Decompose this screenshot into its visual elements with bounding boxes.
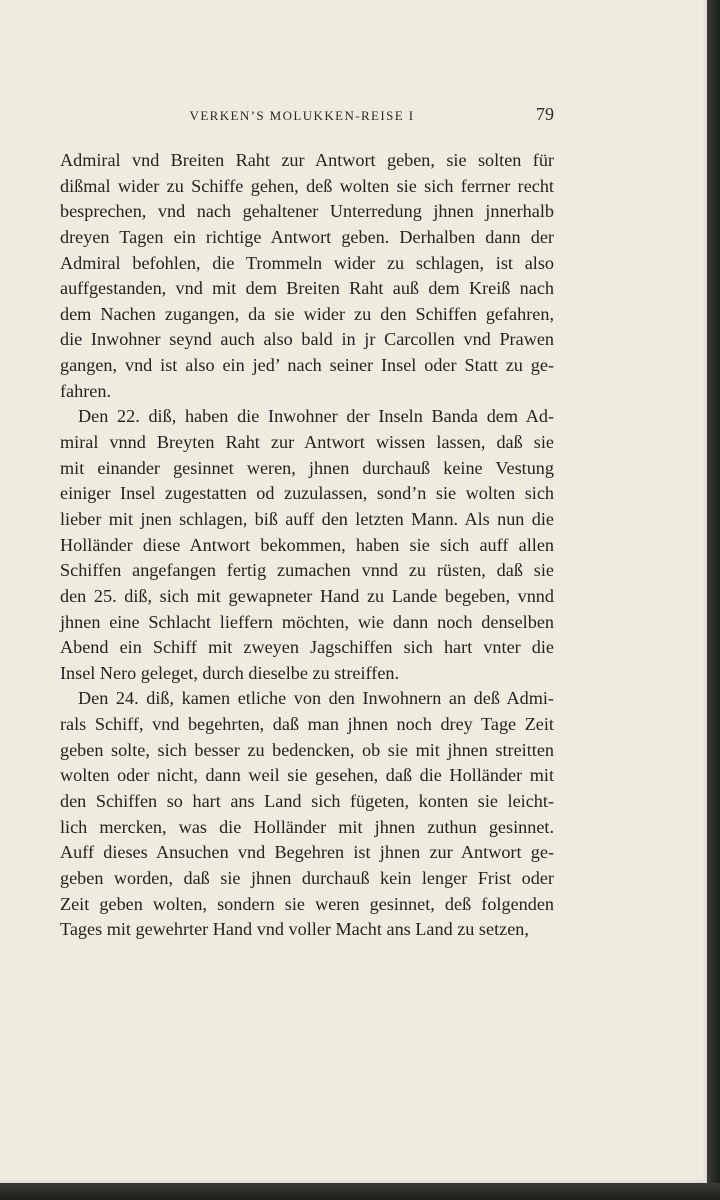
paragraph: [60, 148, 554, 404]
text-line: Auff dieses Ansuchen vnd Begehren ist jhnen zur Antwort ge-: [60, 842, 554, 863]
text-line: Admiral befohlen, die Trommeln wider zu schlagen, ist also: [60, 252, 554, 273]
text-line: geben worden, daß sie jhnen durchauß kein lenger Frist oder: [60, 867, 554, 888]
text-line: wolten oder nicht, dann weil sie gesehen, daß die Holländer mit: [60, 765, 554, 786]
text-line: Tages mit gewehrter Hand vnd voller Macht ans Land zu setzen,: [60, 919, 529, 940]
text-line: fahren.: [60, 380, 111, 401]
text-line: Zeit geben wolten, sondern sie weren gesinnet, deß folgenden: [60, 893, 554, 914]
paragraph: [60, 686, 554, 942]
running-title: VERKEN’S MOLUKKEN-REISE I: [189, 108, 415, 123]
text-line: Abend ein Schiff mit zweyen Jagschiffen sich hart vnter die: [60, 637, 554, 658]
text-line: Admiral vnd Breiten Raht zur Antwort geben, sie solten für: [60, 150, 554, 170]
text-line: Den 24. diß, kamen etliche von den Inwohnern an deß Admi-: [78, 688, 554, 709]
paragraph: [60, 404, 554, 686]
text-line: auffgestanden, vnd mit dem Breiten Raht auß dem Kreiß nach: [60, 278, 554, 299]
text-line: lieber mit jnen schlagen, biß auff den letzten Mann. Als nun die: [60, 508, 554, 529]
text-line: einiger Insel zugestatten od zuzulassen, sond’n sie wolten sich: [60, 483, 554, 504]
page-edge-right: [707, 0, 720, 1200]
text-line: lich mercken, was die Holländer mit jhnen zuthun gesinnet.: [60, 816, 554, 837]
text-line: dißmal wider zu Schiffe gehen, deß wolten sie sich ferrner recht: [60, 175, 554, 196]
page-edge-bottom: [0, 1183, 720, 1200]
page-number: 79: [536, 104, 554, 124]
text-line: geben solte, sich besser zu bedencken, ob sie mit jhnen streitten: [60, 739, 554, 760]
running-head: [60, 104, 554, 128]
text-line: den 25. diß, sich mit gewapneter Hand zu Lande begeben, vnnd: [60, 585, 554, 606]
text-line: dreyen Tagen ein richtige Antwort geben. Derhalben dann der: [60, 226, 554, 247]
text-line: besprechen, vnd nach gehaltener Unterredung jhnen jnnerhalb: [60, 201, 554, 222]
body-text: [60, 148, 554, 943]
text-line: dem Nachen zugangen, da sie wider zu den Schiffen gefahren,: [60, 303, 554, 324]
text-line: Holländer diese Antwort bekommen, haben sie sich auff allen: [60, 534, 554, 555]
text-line: jhnen eine Schlacht lieffern möchten, wie dann noch denselben: [60, 611, 554, 632]
text-line: gangen, vnd ist also ein jed’ nach seiner Insel oder Statt zu ge-: [60, 355, 554, 376]
text-line: die Inwohner seynd auch also bald in jr Carcollen vnd Prawen: [60, 329, 554, 350]
text-line: rals Schiff, vnd begehrten, daß man jhnen noch drey Tage Zeit: [60, 714, 554, 735]
text-line: Insel Nero geleget, durch dieselbe zu streiffen.: [60, 662, 400, 683]
text-line: Den 22. diß, haben die Inwohner der Inseln Banda dem Ad-: [78, 406, 554, 427]
text-line: Schiffen angefangen fertig zumachen vnnd zu rüsten, daß sie: [60, 560, 554, 581]
text-line: den Schiffen so hart ans Land sich fügeten, konten sie leicht-: [60, 791, 554, 812]
text-line: miral vnnd Breyten Raht zur Antwort wissen lassen, daß sie: [60, 432, 554, 453]
text-line: mit einander gesinnet weren, jhnen durchauß keine Vestung: [60, 457, 554, 478]
